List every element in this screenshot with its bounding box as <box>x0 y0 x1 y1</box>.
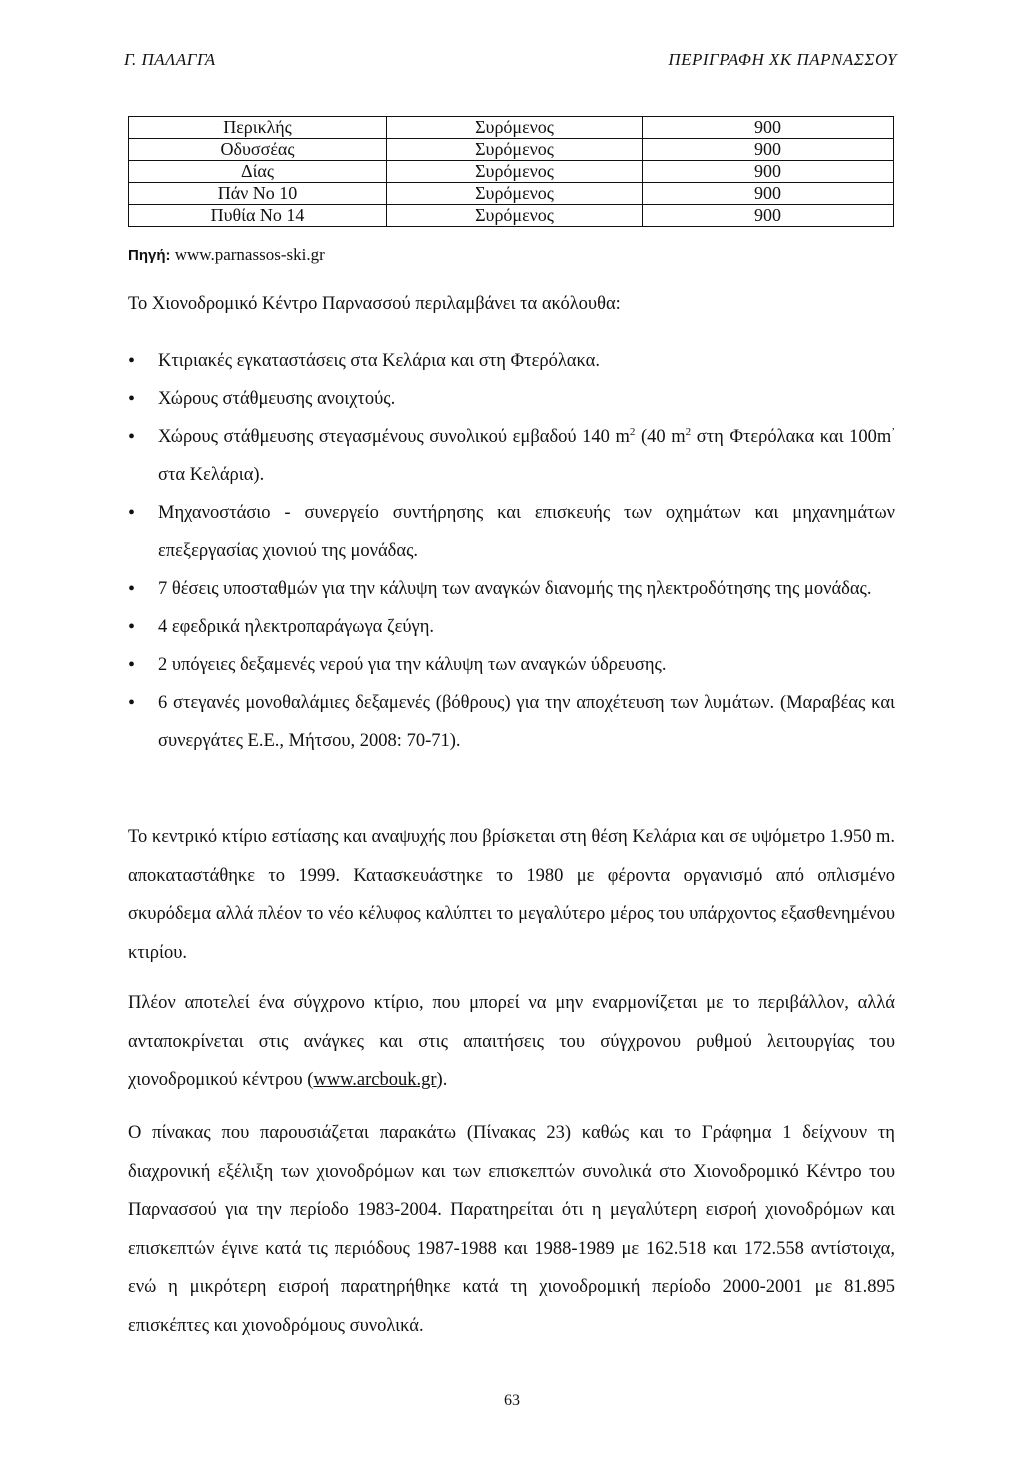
lift-value: 900 <box>643 205 894 227</box>
source-label: Πηγή: <box>128 247 171 264</box>
list-item: • Κτιριακές εγκαταστάσεις στα Κελάρια και στη Φτερόλακα. <box>128 342 895 380</box>
lift-type: Συρόμενος <box>387 139 643 161</box>
table-row <box>129 139 894 161</box>
table-row <box>129 117 894 139</box>
lift-name: Πυθία Νο 14 <box>129 205 387 227</box>
table-row <box>129 205 894 227</box>
superscript: 2 <box>629 425 636 438</box>
lift-name: Οδυσσέας <box>129 139 387 161</box>
lift-name: Πάν Νο 10 <box>129 183 387 205</box>
list-item: • 7 θέσεις υποσταθμών για την κάλυψη των αναγκών διανομής της ηλεκτροδότησης της μονάδας. <box>128 570 895 608</box>
header-title: ΠΕΡΙΓΡΑΦΗ ΧΚ ΠΑΡΝΑΣΣΟΥ <box>668 50 897 69</box>
lift-value: 900 <box>643 117 894 139</box>
paragraph-text: Πλέον αποτελεί ένα σύγχρονο κτίριο, που μπορεί να μην εναρμονίζεται με το περιβάλλον, αλλά ανταποκρίνεται στις ανάγκες και στις απαιτήσεις του σύγχρονου ρυθμού λειτουργίας του χιονοδρομικού κέντρου ( <box>128 993 895 1090</box>
table-source <box>128 245 325 265</box>
list-item-text: Χώρους στάθμευσης στεγασμένους συνολικού εμβαδού 140 m <box>158 427 630 447</box>
list-item-text: (40 m <box>635 427 686 447</box>
list-item: • Μηχανοστάσιο - συνεργείο συντήρησης και επισκευής των οχημάτων και μηχανημάτων επεξεργασίας χιονιού της μονάδας. <box>128 494 895 570</box>
header-author: Γ. ΠΑΛΑΓΓΑ <box>124 50 216 69</box>
page-number: 63 <box>504 1392 520 1409</box>
paragraph-text: ). <box>436 1070 448 1090</box>
paragraph-modern-building <box>128 984 895 1100</box>
list-item: • Χώρους στάθμευσης ανοιχτούς. <box>128 380 895 418</box>
facilities-list <box>128 342 895 760</box>
lift-value: 900 <box>643 139 894 161</box>
source-link[interactable]: www.arcbouk.gr <box>313 1070 437 1090</box>
lift-type: Συρόμενος <box>387 117 643 139</box>
list-item <box>128 418 895 494</box>
list-item: • 4 εφεδρικά ηλεκτροπαράγωγα ζεύγη. <box>128 608 895 646</box>
source-url: www.parnassos-ski.gr <box>174 245 325 264</box>
list-item: • 6 στεγανές μονοθαλάμιες δεξαμενές (βόθρους) για την αποχέτευση των λυμάτων. (Μαραβέας και συνεργάτες Ε.Ε., Μήτσου, 2008: 70-71). <box>128 684 895 760</box>
list-item-text: στη Φτερόλακα και 100m <box>691 427 892 447</box>
list-item-text: στα Κελάρια). <box>158 465 265 485</box>
paragraph-visitors: Ο πίνακας που παρουσιάζεται παρακάτω (Πίνακας 23) καθώς και το Γράφημα 1 δείχνουν τη διαχρονική εξέλιξη των χιονοδρόμων και των επισκεπτών συνολικά στο Χιονοδρομικό Κέντρο του Παρνασσού για την περίοδο 1983-2004. Παρατηρείται ότι η μεγαλύτερη εισροή χιονοδρόμων και επισκεπτών έγινε κατά τις περιόδους 1987-1988 και 1988-1989 με 162.518 και 172.558 αντίστοιχα, ενώ η μικρότερη εισροή παρατηρήθηκε κατά τη χιονοδρομική περίοδο 2000-2001 με 81.895 επισκέπτες και χιονοδρόμους συνολικά. <box>128 1123 895 1336</box>
lift-name: Δίας <box>129 161 387 183</box>
lift-value: 900 <box>643 161 894 183</box>
lift-name: Περικλής <box>129 117 387 139</box>
paragraph-building: Το κεντρικό κτίριο εστίασης και αναψυχής που βρίσκεται στη θέση Κελάρια και σε υψόμετρο 1.950 m. αποκαταστάθηκε το 1999. Κατασκευάστηκε το 1980 με φέροντα οργανισμό από οπλισμένο σκυρόδεμα αλλά πλέον το νέο κέλυφος καλύπτει το μεγαλύτερο μέρος του υπάρχοντος εξασθενημένου κτιρίου. <box>128 827 895 963</box>
lift-type: Συρόμενος <box>387 183 643 205</box>
table-row <box>129 183 894 205</box>
table-row <box>129 161 894 183</box>
lift-type: Συρόμενος <box>387 161 643 183</box>
facilities-intro: Το Χιονοδρομικό Κέντρο Παρνασσού περιλαμβάνει τα ακόλουθα: <box>128 294 621 314</box>
lift-value: 900 <box>643 183 894 205</box>
lift-type: Συρόμενος <box>387 205 643 227</box>
lifts-table <box>128 116 894 227</box>
list-item: • 2 υπόγειες δεξαμενές νερού για την κάλυψη των αναγκών ύδρευσης. <box>128 646 895 684</box>
superscript: 2 <box>685 425 692 438</box>
superscript: ’ <box>891 425 895 438</box>
